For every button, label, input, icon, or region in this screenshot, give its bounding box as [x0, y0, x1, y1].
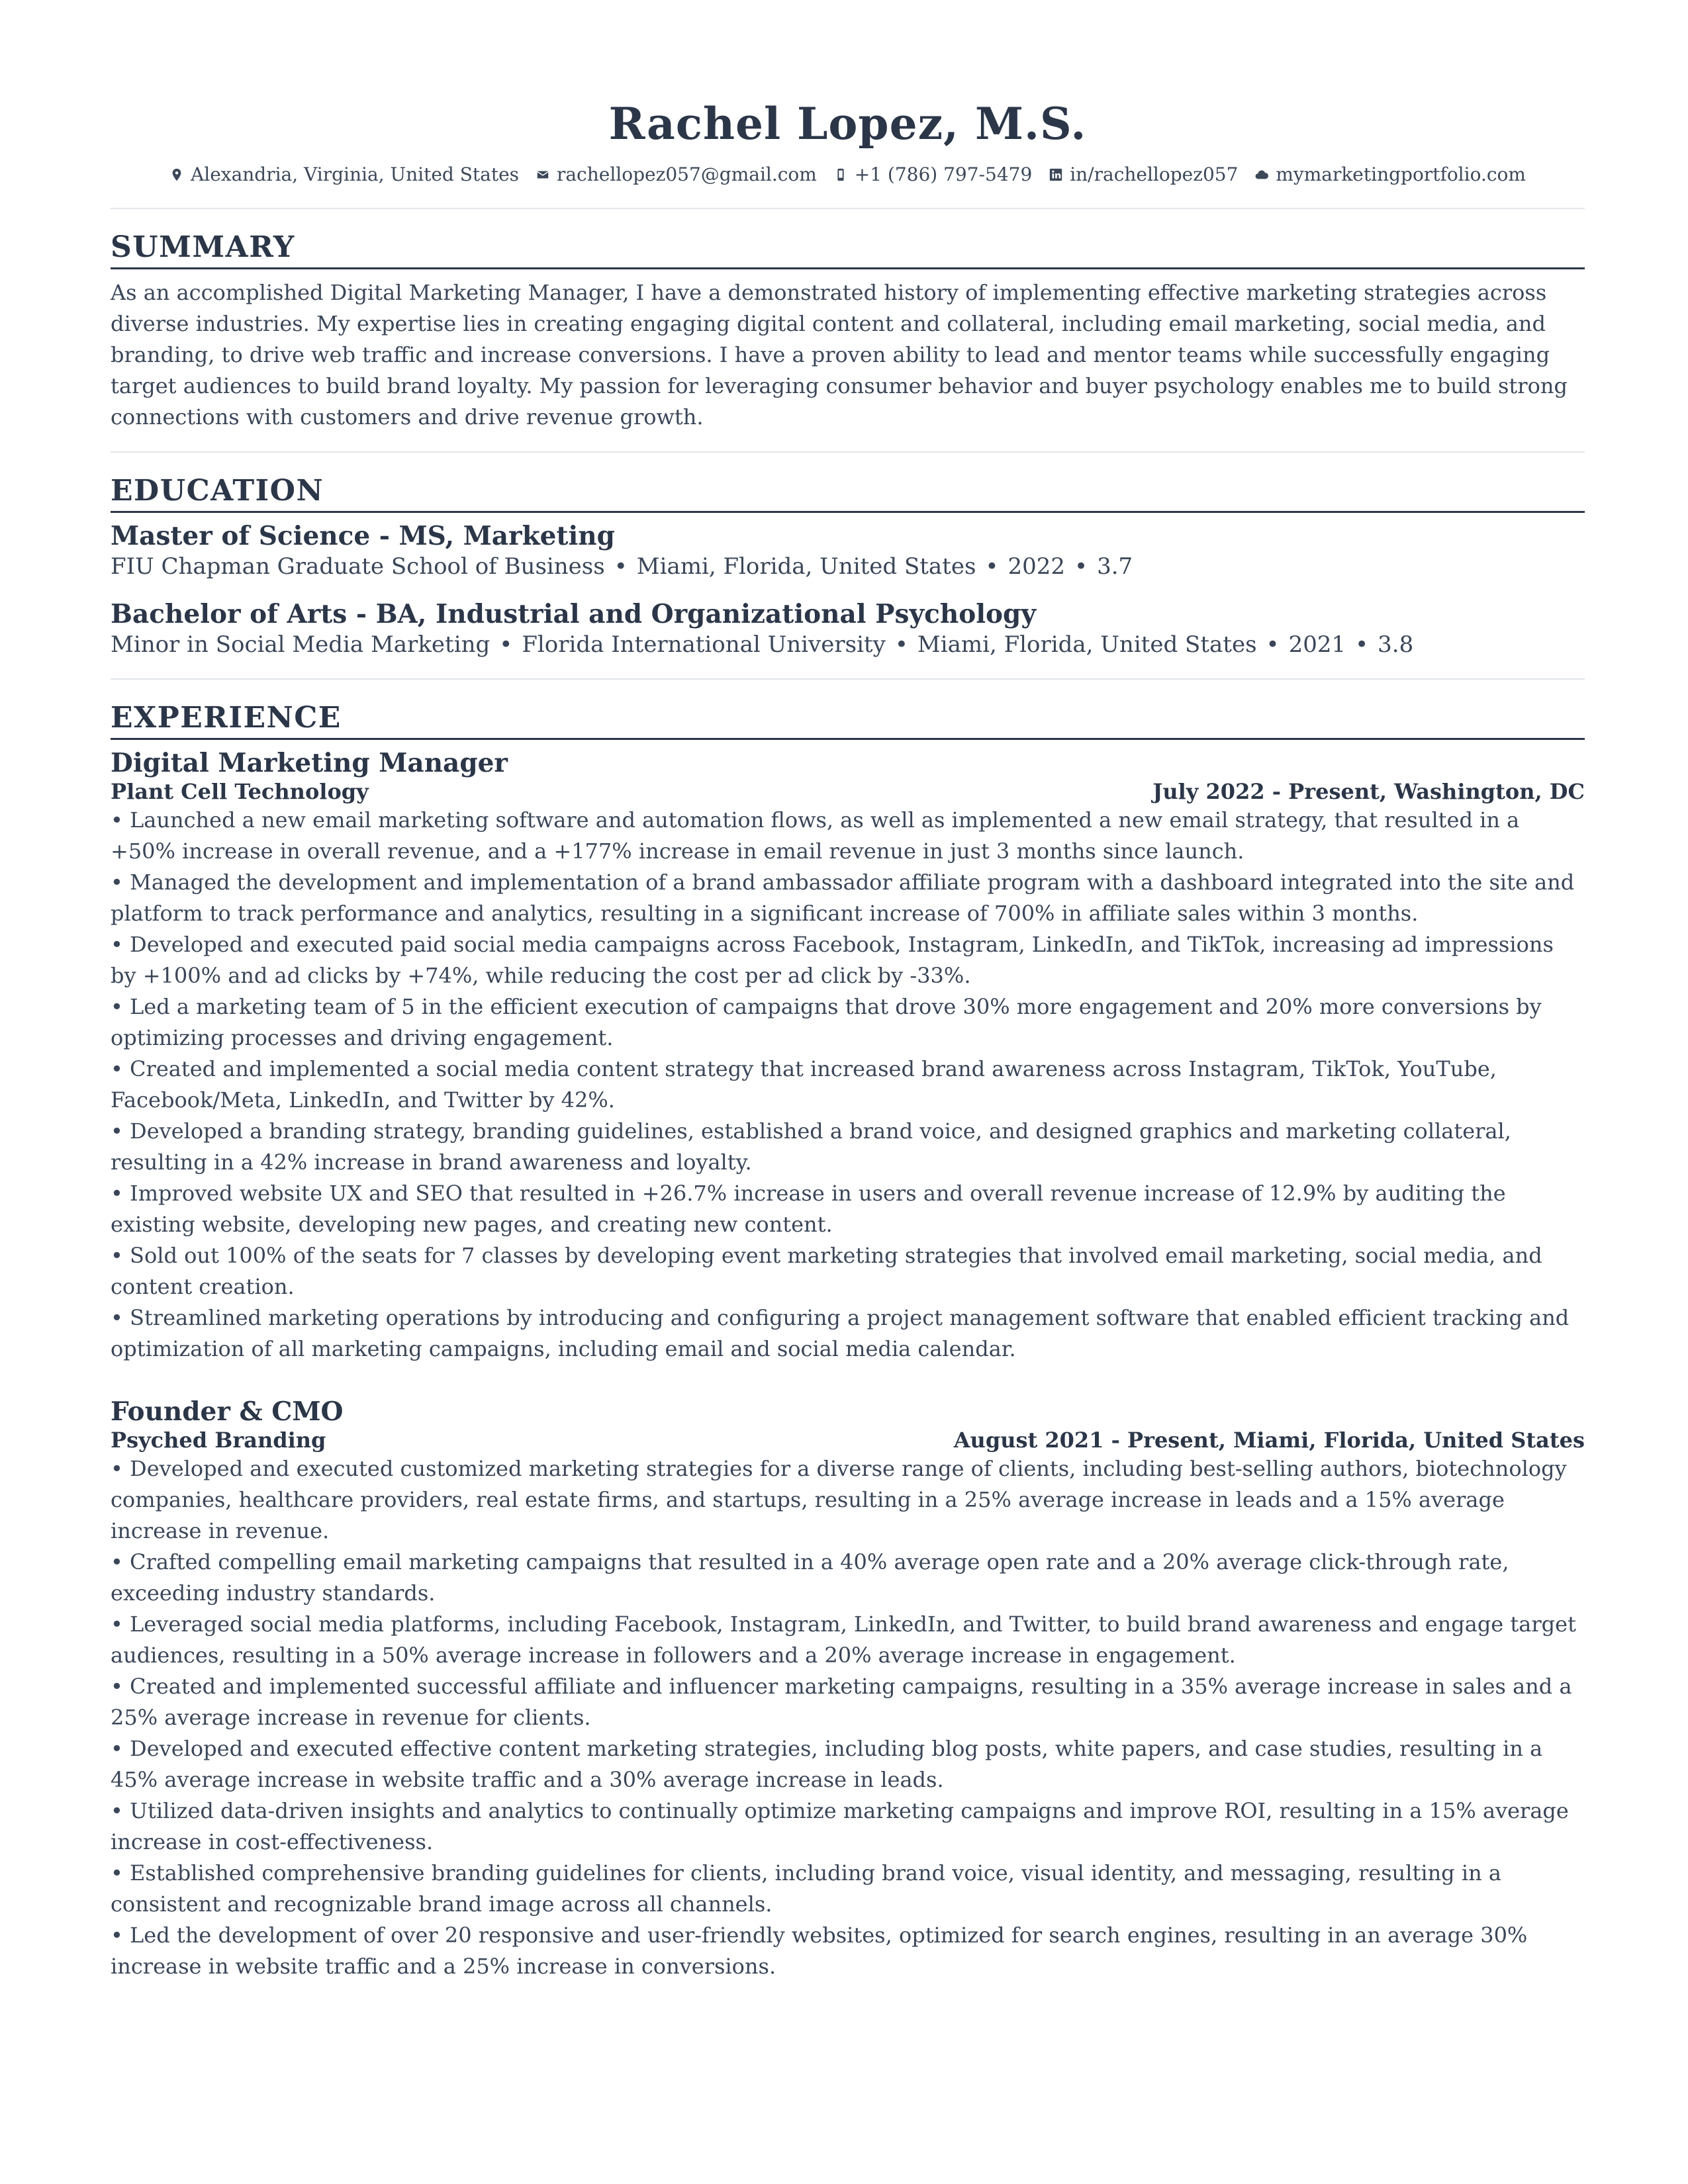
section-heading-experience: EXPERIENCE: [111, 700, 1585, 740]
bullet-separator: •: [985, 553, 999, 580]
divider: [111, 451, 1585, 453]
job-entry: [111, 1396, 1585, 1982]
cloud-icon: [1254, 167, 1269, 182]
list-item: • Leveraged social media platforms, including Facebook, Instagram, LinkedIn, and Twitter, to build brand awareness and engage target audiences, resulting in a 50% average increase in followers and a 20% average increase in engagement.: [111, 1612, 1576, 1668]
list-item: • Led a marketing team of 5 in the efficient execution of campaigns that drove 30% more engagement and 20% more conversions by optimizing processes and driving engagement.: [111, 994, 1542, 1050]
bullet-separator: •: [1074, 553, 1088, 580]
bullet-separator: •: [1355, 631, 1369, 658]
job-bullets: [111, 805, 1585, 1365]
list-item: • Created and implemented a social media content strategy that increased brand awareness across Instagram, TikTok, YouTube, Facebook/Meta, LinkedIn, and Twitter by 42%.: [111, 1056, 1497, 1113]
list-item: • Created and implemented successful affiliate and influencer marketing campaigns, resulting in a 35% average increase in sales and a 25% average increase in revenue for clients.: [111, 1674, 1572, 1730]
job-date-location: August 2021 - Present, Miami, Florida, United States: [953, 1428, 1585, 1453]
contact-location: [169, 161, 519, 188]
education-section: [111, 473, 1585, 660]
list-item: • Established comprehensive branding guidelines for clients, including brand voice, visual identity, and messaging, resulting in a consistent and recognizable brand image across all channels.: [111, 1860, 1501, 1917]
job-date-location: July 2022 - Present, Washington, DC: [1152, 779, 1585, 804]
resume-content: [111, 86, 1585, 2014]
school-location: Miami, Florida, United States: [636, 553, 976, 580]
job-title: Founder & CMO: [111, 1396, 344, 1427]
gpa: 3.8: [1378, 631, 1414, 658]
company-name: Psyched Branding: [111, 1428, 326, 1453]
degree-title: Master of Science - MS, Marketing: [111, 521, 615, 551]
education-item: [111, 521, 1585, 582]
degree-title: Bachelor of Arts - BA, Industrial and Organizational Psychology: [111, 599, 1036, 629]
list-item: • Developed and executed paid social media campaigns across Facebook, Instagram, LinkedIn, and TikTok, increasing ad impressions by +100% and ad clicks by +74%, while reducing the cost per ad click by -33%.: [111, 932, 1554, 988]
divider: [111, 208, 1585, 209]
list-item: • Managed the development and implementation of a brand ambassador affiliate program with a dashboard integrated into the site and platform to track performance and analytics, resulting in a significant increase of 700% in affiliate sales within 3 months.: [111, 870, 1575, 926]
job-title: Digital Marketing Manager: [111, 748, 508, 778]
mobile-phone-icon: [833, 167, 848, 182]
list-item: • Led the development of over 20 responsive and user-friendly websites, optimized for search engines, resulting in an average 30% increase in website traffic and a 25% increase in conversions.: [111, 1923, 1528, 1979]
list-item: • Streamlined marketing operations by introducing and configuring a project management software that enabled efficient tracking and optimization of all marketing campaigns, including email and social media calendar.: [111, 1305, 1570, 1361]
contact-bar: [111, 161, 1585, 189]
job-meta: [111, 778, 1585, 805]
candidate-name: Rachel Lopez, M.S.: [608, 98, 1087, 150]
summary-text: As an accomplished Digital Marketing Manager, I have a demonstrated history of implementing effective marketing strategies across diverse industries. My expertise lies in creating engaging digital content and collateral, including email marketing, social media, and branding, to drive web traffic and increase conversions. I have a proven ability to lead and mentor teams while successfully engaging target audiences to build brand loyalty. My passion for leveraging consumer behavior and buyer psychology enables me to build strong connections with customers and drive revenue growth.: [111, 280, 1568, 430]
contact-email-text[interactable]: rachellopez057@gmail.com: [556, 163, 817, 185]
list-item: • Utilized data-driven insights and analytics to continually optimize marketing campaigns and improve ROI, resulting in a 15% average increase in cost-effectiveness.: [111, 1798, 1569, 1854]
list-item: • Improved website UX and SEO that resulted in +26.7% increase in users and overall revenue increase of 12.9% by auditing the existing website, developing new pages, and creating new content.: [111, 1181, 1506, 1237]
contact-location-text: Alexandria, Virginia, United States: [191, 163, 520, 185]
bullet-separator: •: [614, 553, 628, 580]
list-item: • Launched a new email marketing software and automation flows, as well as implemented a new email strategy, that resulted in a +50% increase in overall revenue, and a +177% increase in email revenue in just 3 months since launch.: [111, 807, 1520, 864]
graduation-year: 2021: [1288, 631, 1346, 658]
summary-section: [111, 229, 1585, 433]
experience-section: [111, 700, 1585, 1982]
contact-email[interactable]: [536, 161, 817, 188]
minor: Minor in Social Media Marketing: [111, 631, 491, 658]
list-item: • Developed and executed effective content marketing strategies, including blog posts, white papers, and case studies, resulting in a 45% average increase in website traffic and a 30% average increase in leads.: [111, 1736, 1543, 1792]
bullet-separator: •: [499, 631, 513, 658]
linkedin-icon: [1049, 167, 1063, 182]
bullet-separator: •: [1266, 631, 1280, 658]
graduation-year: 2022: [1008, 553, 1065, 580]
degree-meta: [111, 551, 1585, 582]
contact-linkedin-text[interactable]: in/rachellopez057: [1070, 163, 1239, 185]
job-meta: [111, 1427, 1585, 1453]
job-bullets: [111, 1453, 1585, 1982]
contact-website-text[interactable]: mymarketingportfolio.com: [1276, 163, 1526, 185]
divider: [111, 678, 1585, 680]
list-item: • Crafted compelling email marketing campaigns that resulted in a 40% average open rate and a 20% average click-through rate, exceeding industry standards.: [111, 1549, 1509, 1606]
bullet-separator: •: [894, 631, 908, 658]
job-entry: [111, 748, 1585, 1365]
contact-linkedin[interactable]: [1049, 161, 1238, 188]
envelope-icon: [536, 167, 550, 182]
list-item: • Developed a branding strategy, branding guidelines, established a brand voice, and designed graphics and marketing collateral, resulting in a 42% increase in brand awareness and loyalty.: [111, 1118, 1511, 1175]
degree-meta: [111, 629, 1585, 660]
education-item: [111, 599, 1585, 660]
school-name: FIU Chapman Graduate School of Business: [111, 553, 605, 580]
company-name: Plant Cell Technology: [111, 779, 369, 804]
contact-website[interactable]: [1254, 161, 1526, 188]
gpa: 3.7: [1097, 553, 1133, 580]
section-heading-education: EDUCATION: [111, 473, 1585, 513]
school-name: Florida International University: [522, 631, 886, 658]
section-heading-summary: SUMMARY: [111, 229, 1585, 269]
school-location: Miami, Florida, United States: [917, 631, 1257, 658]
contact-phone[interactable]: [833, 161, 1033, 188]
contact-phone-text[interactable]: +1 (786) 797-5479: [854, 163, 1033, 185]
location-pin-icon: [169, 167, 184, 182]
list-item: • Sold out 100% of the seats for 7 classes by developing event marketing strategies that involved email marketing, social media, and content creation.: [111, 1243, 1542, 1299]
list-item: • Developed and executed customized marketing strategies for a diverse range of clients, including best-selling authors, biotechnology companies, healthcare providers, real estate firms, and startups, resulting in a 25% average increase in leads and a 15% average increase in revenue.: [111, 1456, 1567, 1543]
